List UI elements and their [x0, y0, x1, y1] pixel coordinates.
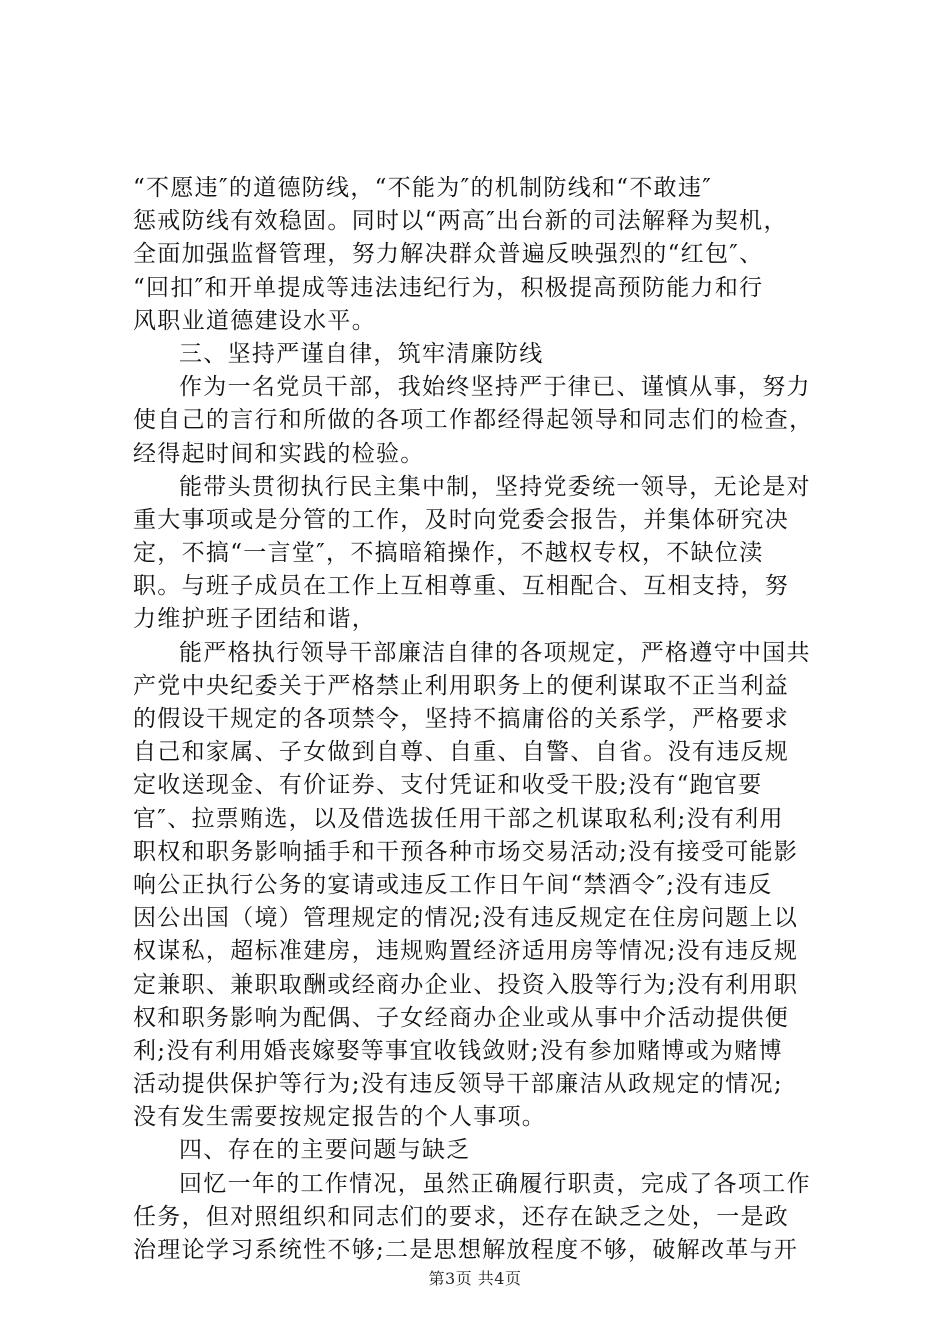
text-line: 定兼职、兼职取酬或经商办企业、投资入股等行为;没有利用职 [133, 971, 799, 998]
text-line: 自己和家属、子女做到自尊、自重、自警、自省。没有违反规 [133, 739, 790, 766]
text-line: 全面加强监督管理，努力解决群众普遍反映强烈的“红包″、 [133, 241, 764, 268]
text-line: 重大事项或是分管的工作，及时向党委会报告，并集体研究决 [133, 506, 790, 533]
text-line: 经得起时间和实践的检验。 [133, 440, 425, 467]
text-line: 权和职务影响为配偶、子女经商办企业或从事中介活动提供便 [133, 1004, 790, 1031]
text-line: 利;没有利用婚丧嫁娶等事宜收钱敛财;没有参加赌博或为赌博 [133, 1037, 783, 1064]
text-line: “回扣″和开单提成等违法违纪行为，积极提高预防能力和行 [133, 274, 764, 301]
text-line: 权谋私，超标准建房，违规购置经济适用房等情况;没有违反规 [133, 938, 799, 965]
text-line: 响公正执行公务的宴请或违反工作日午间“禁酒令″;没有违反 [133, 871, 773, 898]
text-line: 惩戒防线有效稳固。同时以“两高″出台新的司法解释为契机， [133, 208, 788, 235]
text-line: 力维护班子团结和谐， [133, 606, 376, 633]
text-line: 职。与班子成员在工作上互相尊重、互相配合、互相支持，努 [133, 573, 790, 600]
text-line: 回忆一年的工作情况，虽然正确履行职责，完成了各项工作 [179, 1170, 811, 1197]
text-line: 能带头贯彻执行民主集中制，坚持党委统一领导，无论是对 [179, 473, 811, 500]
section-heading: 三、坚持严谨自律，筑牢清廉防线 [179, 340, 544, 367]
text-line: 活动提供保护等行为;没有违反领导干部廉洁从政规定的情况; [133, 1071, 783, 1098]
text-line: 官″、拉票贿选，以及借选拔任用干部之机谋取私利;没有利用 [133, 805, 784, 832]
text-line: 风职业道德建设水平。 [133, 307, 376, 334]
text-line: 的假设干规定的各项禁令，坚持不搞庸俗的关系学，严格要求 [133, 706, 790, 732]
text-line: 定，不搞“一言堂″，不搞暗箱操作，不越权专权，不缺位渎 [133, 540, 764, 567]
text-line: 职权和职务影响插手和干预各种市场交易活动;没有接受可能影 [133, 838, 799, 865]
section-heading: 四、存在的主要问题与缺乏 [179, 1137, 471, 1164]
text-line: 治理论学习系统性不够;二是思想解放程度不够，破解改革与开 [133, 1237, 799, 1263]
text-line: 产党中央纪委关于严格禁止利用职务上的便利谋取不正当利益 [133, 672, 790, 699]
text-line: 作为一名党员干部，我始终坚持严于律已、谨慎从事，努力 [179, 374, 811, 401]
text-line: 没有发生需要按规定报告的个人事项。 [133, 1104, 547, 1131]
page-footer: 第3页 共4页 [428, 1269, 522, 1288]
text-line: 使自己的言行和所做的各项工作都经得起领导和同志们的检查， [133, 407, 814, 434]
text-line: 能严格执行领导干部廉洁自律的各项规定，严格遵守中国共 [179, 639, 811, 666]
text-line: 定收送现金、有价证券、支付凭证和收受干股;没有“跑官要 [133, 772, 763, 799]
document-body [133, 172, 833, 1267]
text-line: “不愿违″的道德防线，“不能为″的机制防线和“不敢违″ [133, 175, 713, 201]
text-line: 因公出国（境）管理规定的情况;没有违反规定在住房问题上以 [133, 905, 799, 932]
text-line: 任务，但对照组织和同志们的要求，还存在缺乏之处，一是政 [133, 1203, 790, 1230]
